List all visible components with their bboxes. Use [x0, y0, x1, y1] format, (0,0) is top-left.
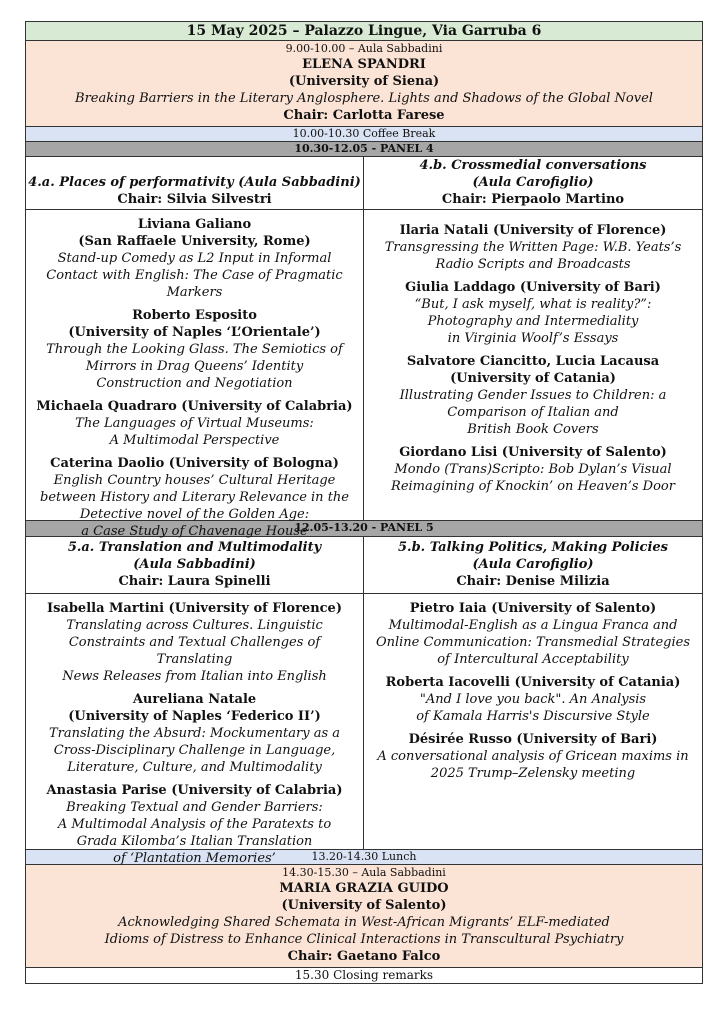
panel-5b-head	[364, 537, 702, 593]
talk-title: The Languages of Virtual Museums: A Multimodal Perspective	[75, 416, 314, 448]
talk-item	[26, 216, 363, 301]
panel-5b-title: 5.b. Talking Politics, Making Policies (Aula Carofiglio)	[398, 540, 668, 572]
keynote-2-chair: Chair: Gaetano Falco	[287, 949, 441, 964]
keynote-2-affiliation: (University of Salento)	[281, 898, 447, 913]
panel-4b-talks	[364, 210, 702, 520]
talk-item	[364, 353, 702, 438]
closing-remarks-row: 15.30 Closing remarks	[294, 968, 434, 982]
talk-title: Translating the Absurd: Mockumentary as a Cross-Disciplinary Challenge in Language, Literature, Culture, and Multimodality	[48, 726, 341, 775]
keynote-1-speaker: ELENA SPANDRI	[302, 57, 426, 72]
talk-title: “But, I ask myself, what is reality?”: Photography and Intermediality in Virginia Woolf’s Essays	[414, 297, 652, 346]
talk-title: "And I love you back". An Analysis of Kamala Harris's Discursive Style	[416, 692, 650, 724]
talk-item	[26, 307, 363, 392]
talk-item	[26, 691, 363, 776]
talk-title: A conversational analysis of Gricean maxims in 2025 Trump–Zelensky meeting	[377, 749, 689, 781]
talk-item	[364, 222, 702, 273]
talk-title: Illustrating Gender Issues to Children: a Comparison of Italian and British Book Covers	[399, 388, 667, 437]
talk-title: Mondo (Trans)Scripto: Bob Dylan’s Visual Reimagining of Knockin’ on Heaven’s Door	[391, 462, 675, 494]
panel-4b-chair: Chair: Pierpaolo Martino	[441, 192, 625, 207]
talk-title: Transgressing the Written Page: W.B. Yeats’s Radio Scripts and Broadcasts	[384, 240, 682, 272]
keynote-2	[26, 865, 702, 968]
talk-title: Breaking Textual and Gender Barriers: A Multimodal Analysis of the Paratexts to Grada Kilomba’s Italian Translation of ‘Plantation Memories’	[57, 800, 332, 866]
talk-item	[364, 731, 702, 782]
talk-author: Pietro Iaia (University of Salento)	[409, 601, 657, 616]
keynote-1-time: 9.00-10.00 – Aula Sabbadini	[285, 42, 443, 55]
keynote-1-chair: Chair: Carlotta Farese	[283, 108, 445, 123]
talk-author: Liviana Galiano (San Raffaele University, Rome)	[78, 217, 311, 249]
talk-title: Stand-up Comedy as L2 Input in Informal Contact with English: The Case of Pragmatic Markers	[46, 251, 343, 300]
keynote-1	[26, 41, 702, 127]
talk-author: Giordano Lisi (University of Salento)	[399, 445, 667, 460]
talk-author: Roberta Iacovelli (University of Catania)	[385, 675, 681, 690]
talk-title: Translating across Cultures. Linguistic Constraints and Textual Challenges of Translating News Releases from Italian into English	[62, 618, 327, 684]
panel-4a-chair: Chair: Silvia Silvestri	[117, 192, 272, 207]
panel-5a-chair: Chair: Laura Spinelli	[118, 574, 271, 589]
talk-author: Michaela Quadraro (University of Calabria)	[36, 399, 353, 414]
panel-4a-head	[26, 157, 364, 209]
keynote-2-time: 14.30-15.30 – Aula Sabbadini	[282, 866, 446, 879]
talk-item	[26, 398, 363, 449]
panel-4-header: 10.30-12.05 - PANEL 4	[26, 142, 702, 157]
panel-5b-talks	[364, 594, 702, 849]
talk-title: Multimodal-English as a Lingua Franca and Online Communication: Transmedial Strategies of Intercultural Acceptability	[375, 618, 691, 667]
talk-item	[364, 444, 702, 495]
panel-4-heads	[26, 157, 702, 210]
keynote-1-affiliation: (University of Siena)	[288, 74, 440, 89]
talk-author: Caterina Daolio (University of Bologna)	[50, 456, 339, 471]
talk-author: Salvatore Ciancitto, Lucia Lacausa (University of Catania)	[406, 354, 660, 386]
talk-author: Anastasia Parise (University of Calabria)	[46, 783, 343, 798]
panel-5-header: 12.05-13.20 - PANEL 5	[26, 521, 702, 537]
panel-4b-title: 4.b. Crossmedial conversations (Aula Carofiglio)	[419, 158, 647, 190]
schedule-table	[25, 21, 703, 984]
panel-5b-chair: Chair: Denise Milizia	[456, 574, 610, 589]
talk-item	[364, 674, 702, 725]
date-location-row: 15 May 2025 – Palazzo Lingue, Via Garruba 6	[26, 22, 702, 41]
talk-author: Roberto Esposito (University of Naples ‘L’Orientale’)	[68, 308, 321, 340]
keynote-2-speaker: MARIA GRAZIA GUIDO	[279, 881, 449, 896]
keynote-2-title: Acknowledging Shared Schemata in West-African Migrants’ ELF-mediated Idioms of Distress to Enhance Clinical Interactions in Transcultural Psychiatry	[104, 915, 624, 947]
coffee-break-row: 10.00-10.30 Coffee Break	[26, 127, 702, 142]
talk-title: English Country houses’ Cultural Heritage between History and Literary Relevance in the Detective novel of the Golden Age: a Case Study of Chavenage House	[40, 473, 349, 539]
talk-author: Aureliana Natale (University of Naples ‘Federico II’)	[68, 692, 321, 724]
panel-5a-head	[26, 537, 364, 593]
panel-5-heads	[26, 537, 702, 594]
keynote-1-title: Breaking Barriers in the Literary Anglosphere. Lights and Shadows of the Global Novel	[75, 91, 653, 106]
talk-author: Ilaria Natali (University of Florence)	[399, 223, 667, 238]
panel-4b-head	[364, 157, 702, 209]
talk-item	[364, 600, 702, 668]
lunch-row: 13.20-14.30 Lunch	[26, 850, 702, 865]
talk-author: Giulia Laddago (University of Bari)	[405, 280, 661, 295]
talk-item	[26, 600, 363, 685]
talk-author: Isabella Martini (University of Florence)	[47, 601, 342, 616]
talk-title: Through the Looking Glass. The Semiotics of Mirrors in Drag Queens’ Identity Construction and Negotiation	[46, 342, 343, 391]
talk-item	[364, 279, 702, 347]
panel-5a-title: 5.a. Translation and Multimodality (Aula Sabbadini)	[67, 540, 322, 572]
talk-author: Désirée Russo (University of Bari)	[408, 732, 658, 747]
panel-4a-title: 4.a. Places of performativity (Aula Sabbadini)	[28, 175, 361, 190]
